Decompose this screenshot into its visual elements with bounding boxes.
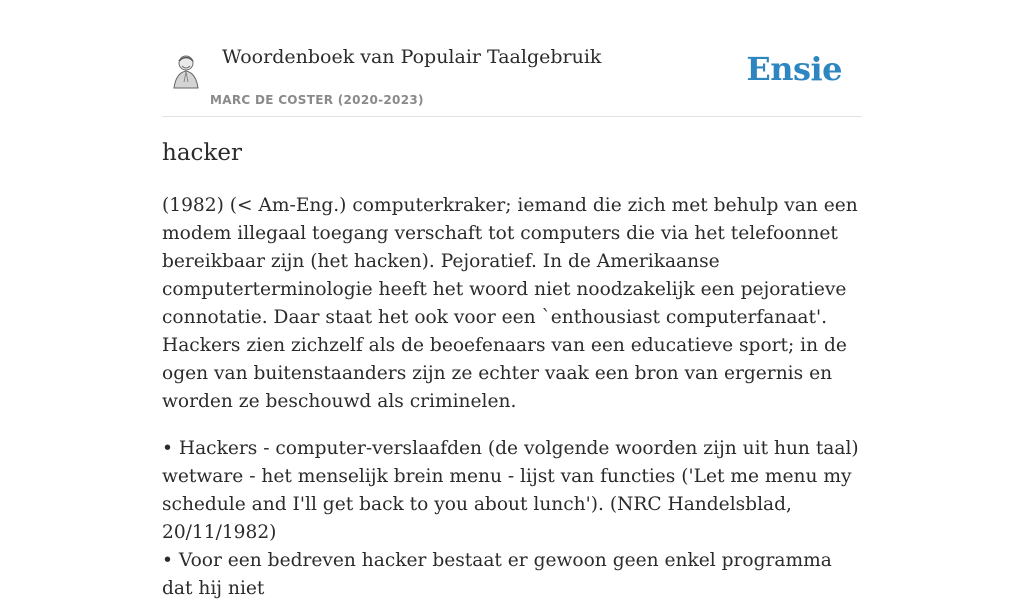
ensie-logo[interactable]: Ensie (746, 50, 842, 88)
dictionary-header (162, 0, 862, 117)
dictionary-author: MARC DE COSTER (2020-2023) (210, 93, 424, 107)
dictionary-title[interactable]: Woordenboek van Populair Taalgebruik (222, 46, 602, 68)
entry-definition: (1982) (< Am-Eng.) computerkraker; iemand die zich met behulp van een modem illegaal toegang verschaft tot computers die via het telefoonnet bereikbaar zijn (het hacken). Pejoratief. In de Amerikaanse computerterminologie heeft het woord niet noodzakelijk een pejoratieve connotatie. Daar staat het ook voor een `enthousiast computerfanaat'. Hackers zien zichzelf als de beoefenaars van een educatieve sport; in de ogen van buitenstaanders zijn ze echter vaak een bron van ergernis en worden ze beschouwd als criminelen. (162, 195, 858, 412)
author-portrait-icon (170, 52, 202, 90)
quote-item: • Hackers - computer-verslaafden (de volgende woorden zijn uit hun taal) wetware - het menselijk brein menu - lijst van functies ('Let me menu my schedule and I'll get back to you about lunch'). (NRC Handelsblad, 20/11/1982) (162, 438, 859, 543)
quote-item: • Voor een bedreven hacker bestaat er gewoon geen enkel programma dat hij niet (162, 550, 832, 599)
entry-lemma: hacker (162, 140, 242, 166)
entry-body (162, 192, 864, 603)
entry-quotes (162, 435, 864, 603)
page-container (162, 0, 862, 599)
